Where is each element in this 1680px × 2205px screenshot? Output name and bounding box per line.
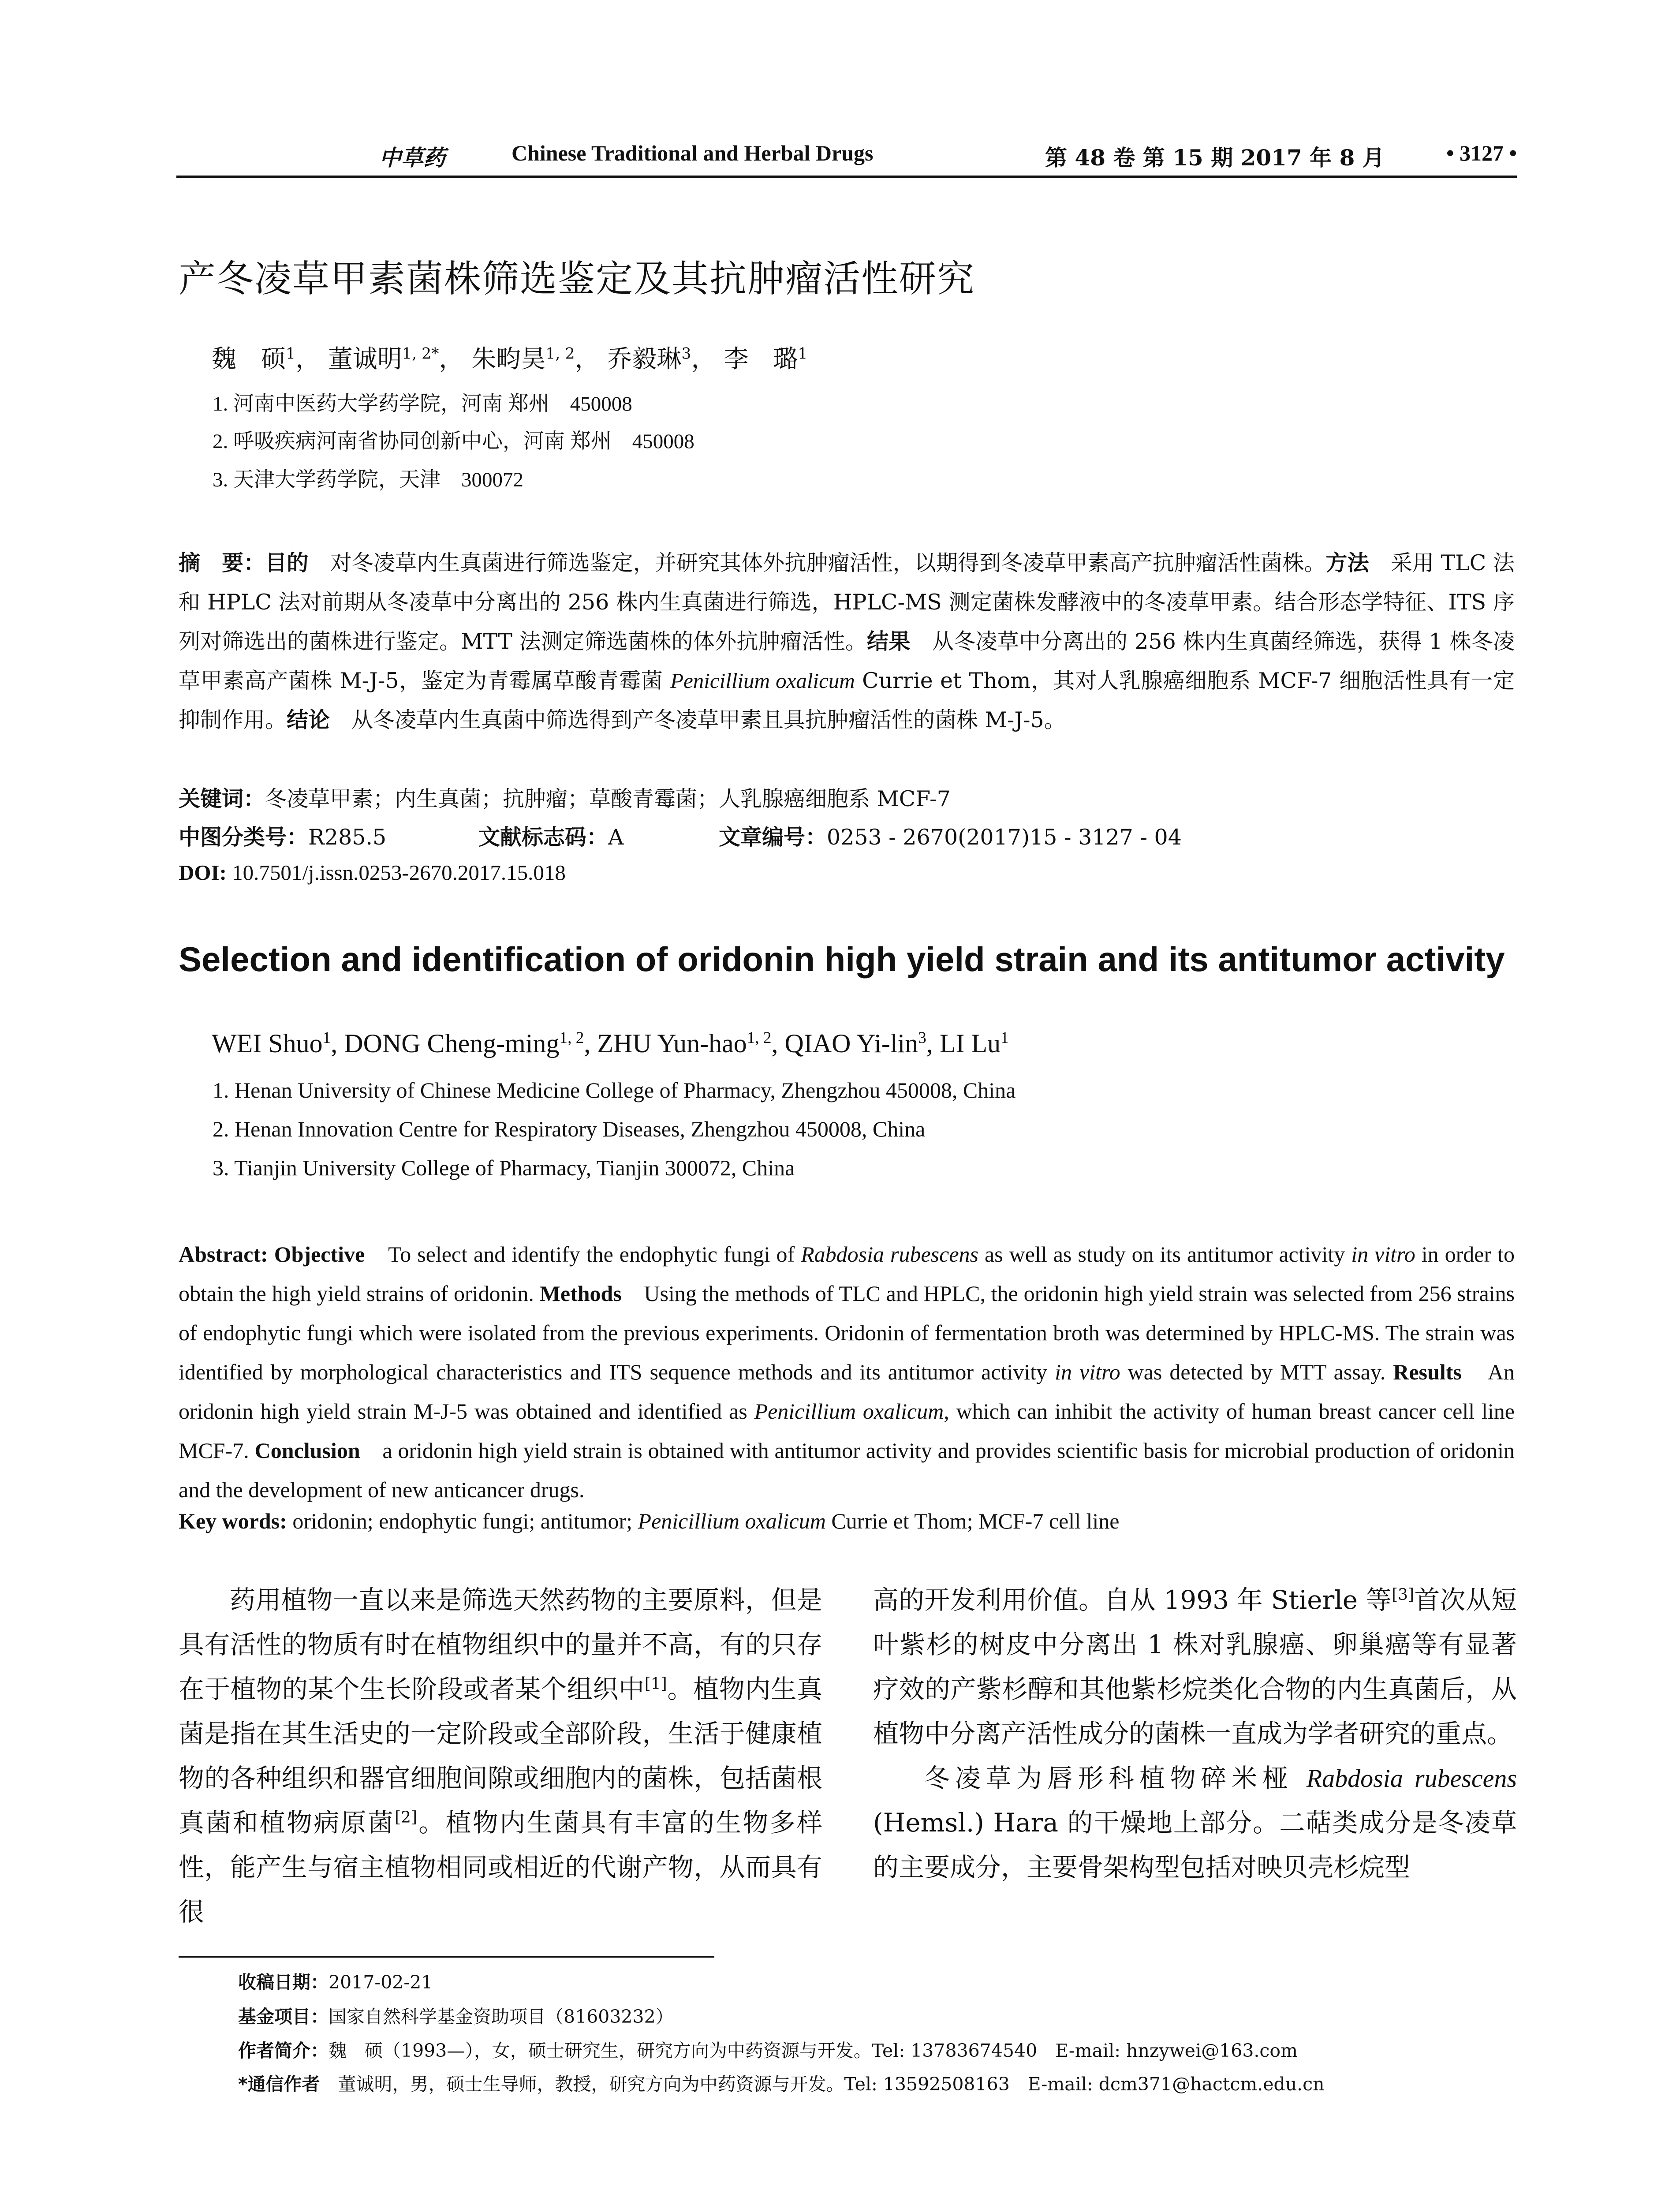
keywords-text: 冬凌草甲素；内生真菌；抗肿瘤；草酸青霉菌；人乳腺癌细胞系 MCF-7 xyxy=(265,786,951,811)
conclusion-label: Conclusion xyxy=(254,1438,360,1463)
article-number xyxy=(719,820,1182,851)
methods-text: 采用 TLC 法和 HPLC 法对前期从冬凌草中分离出的 256 株内生真菌进行筛选，HPLC-MS 测定菌株发酵液中的冬凌草甲素。结合形态学特征、ITS 序列对筛选出的菌株进行鉴定。MTT 法测定筛选菌株的体外抗肿瘤活性。 xyxy=(179,550,1515,654)
cn-affiliation: 3. 天津大学药学院，天津 300072 xyxy=(213,468,523,491)
abstract-label: Abstract: Objective xyxy=(179,1242,365,1267)
author-name: QIAO Yi-lin xyxy=(784,1029,918,1058)
body-paragraph xyxy=(179,1578,822,1934)
clc-value: R285.5 xyxy=(308,825,387,850)
cn-affiliation: 1. 河南中医药大学药学院，河南 郑州 450008 xyxy=(213,392,632,415)
footnote-received xyxy=(238,1968,433,1994)
footnote-label: 基金项目： xyxy=(238,2006,329,2027)
doi-value: 10.7501/j.issn.0253-2670.2017.15.018 xyxy=(226,860,566,885)
journal-name: Chinese Traditional and Herbal Drugs xyxy=(511,141,874,165)
journal-logo: 中草药 xyxy=(379,145,445,171)
citation[interactable]: [1] xyxy=(644,1674,667,1693)
abstract-label: 摘 要： xyxy=(179,550,265,576)
body-text: 高的开发利用价值。自从 1993 年 Stierle 等 xyxy=(873,1585,1392,1615)
en-abstract xyxy=(179,1235,1515,1510)
author-affiliation-mark: 1 xyxy=(1001,1029,1009,1047)
conclusion-label: 结论 xyxy=(287,707,330,733)
header-rule xyxy=(176,176,1517,178)
en-keywords xyxy=(179,1508,1119,1534)
footnote-rule xyxy=(179,1956,714,1958)
cn-abstract xyxy=(179,543,1515,740)
body-column-right xyxy=(873,1578,1517,1890)
en-affiliation: 2. Henan Innovation Centre for Respiratory Diseases, Zhengzhou 450008, China xyxy=(213,1117,926,1141)
in-vitro-term: in vitro xyxy=(1351,1242,1415,1267)
author-affiliation-mark: 3 xyxy=(918,1029,926,1047)
footnote-text: 国家自然科学基金资助项目（81603232） xyxy=(329,2006,674,2027)
en-affiliation: 3. Tianjin University College of Pharmacy, Tianjin 300072, China xyxy=(213,1155,795,1180)
author-name: ZHU Yun-hao xyxy=(597,1029,747,1058)
objective-text: in order to obtain the high yield strains of oridonin. xyxy=(179,1242,1515,1306)
species-name: Penicillium oxalicum xyxy=(754,1399,944,1424)
body-text: 药用植物一直以来是筛选天然药物的主要原料，但是具有活性的物质有时在植物组织中的量并不高，有的只存在于植物的某个生长阶段或者某个组织中 xyxy=(179,1585,822,1704)
objective-label: 目的 xyxy=(265,550,309,576)
author-affiliation-mark: 1 xyxy=(286,345,296,363)
species-name: Rabdosia rubescens xyxy=(801,1242,978,1267)
running-header xyxy=(176,140,1517,176)
body-text: 首次从短叶紫杉的树皮中分离出 1 株对乳腺癌、卵巢癌等有显著疗效的产紫杉醇和其他紫杉烷类化合物的内生真菌后，从植物中分离产活性成分的菌株一直成为学者研究的重点。 xyxy=(873,1585,1517,1749)
results-text: , which can inhibit the activity of human breast cancer cell line MCF-7. xyxy=(179,1399,1515,1463)
methods-text: was detected by MTT assay. xyxy=(1120,1360,1393,1384)
en-authors: WEI Shuo$^1$, DONG Cheng-ming$^{1, 2}$, ZHU Yun-hao$^{1, 2}$, QIAO Yi-lin$^3$, LI Lu$^1$ xyxy=(212,1029,1009,1058)
results-text: 从冬凌草中分离出的 256 株内生真菌经筛选，获得 1 株冬凌草甲素高产菌株 M-J-5，鉴定为青霉属草酸青霉菌 xyxy=(179,629,1515,693)
cn-keywords xyxy=(179,782,951,813)
body-text: (Hemsl.) Hara 的干燥地上部分。二萜类成分是冬凌草的主要成分，主要骨架构型包括对映贝壳杉烷型 xyxy=(873,1808,1517,1882)
article-no-label: 文章编号： xyxy=(719,825,827,850)
author-affiliation-mark: 3 xyxy=(681,345,691,363)
author-affiliation-mark: 1 xyxy=(322,1029,331,1047)
author-name: 乔毅琳 xyxy=(607,345,682,374)
body-text: 。植物内生菌具有丰富的生物多样性，能产生与宿主植物相同或相近的代谢产物，从而具有很 xyxy=(179,1808,822,1927)
body-text: 。植物内生真菌是指在其生活史的一定阶段或全部阶段，生活于健康植物的各种组织和器官细胞间隙或细胞内的菌株，包括菌根真菌和植物病原菌 xyxy=(179,1674,822,1838)
en-affiliation: 1. Henan University of Chinese Medicine College of Pharmacy, Zhengzhou 450008, China xyxy=(213,1078,1016,1102)
methods-text: Using the methods of TLC and HPLC, the oridonin high yield strain was selected from 256 strains of endophytic fungi which were isolated from the previous experiments. Oridonin of fermentation broth was determined by HPLC-MS. The strain was identified by morphological characteristics and ITS sequence methods and its antitumor activity xyxy=(179,1281,1515,1384)
author-affiliation-mark: 1, 2 xyxy=(747,1029,772,1047)
footnote-label: 作者简介： xyxy=(238,2040,329,2061)
results-label: 结果 xyxy=(867,629,911,654)
objective-text: as well as study on its antitumor activity xyxy=(978,1242,1351,1267)
clc-label: 中图分类号： xyxy=(179,825,309,850)
doi-label: DOI: xyxy=(179,860,227,885)
author-affiliation-mark: 1, 2* xyxy=(402,345,439,363)
keywords-text: oridonin; endophytic fungi; antitumor; xyxy=(287,1509,638,1533)
results-text: Currie et Thom，其对人乳腺癌细胞系 MCF-7 细胞活性具有一定抑制作用。 xyxy=(179,668,1515,733)
footnote-text: 董诚明，男，硕士生导师，教授，研究方向为中药资源与开发。Tel: 13592508163 E-mail: dcm371@hactcm.edu.cn xyxy=(320,2074,1325,2095)
body-column-left xyxy=(179,1578,822,1934)
species-name: Penicillium oxalicum xyxy=(638,1509,826,1533)
methods-label: 方法 xyxy=(1325,550,1369,576)
clc-code xyxy=(179,820,386,851)
article-no-value: 0253 - 2670(2017)15 - 3127 - 04 xyxy=(827,825,1182,850)
in-vitro-term: in vitro xyxy=(1055,1360,1120,1384)
objective-text: To select and identify the endophytic fungi of xyxy=(365,1242,801,1267)
doc-code-value: A xyxy=(608,825,624,850)
objective-text: 对冬凌草内生真菌进行筛选鉴定，并研究其体外抗肿瘤活性，以期得到冬凌草甲素高产抗肿瘤活性菌株。 xyxy=(308,550,1326,576)
footnote-label: 收稿日期： xyxy=(238,1972,329,1993)
footnote-text: 2017-02-21 xyxy=(329,1972,433,1993)
keywords-text: Currie et Thom; MCF-7 cell line xyxy=(825,1509,1120,1533)
doc-code-label: 文献标志码： xyxy=(478,825,609,850)
results-text: An oridonin high yield strain M-J-5 was obtained and identified as xyxy=(179,1360,1515,1424)
author-name: 魏 硕 xyxy=(212,345,286,374)
species-name: Penicillium oxalicum xyxy=(670,669,855,693)
author-name: WEI Shuo xyxy=(212,1029,323,1058)
cn-authors: 魏 硕$^1$， 董诚明$^{1, 2*}$， 朱畇昊$^{1, 2}$， 乔毅琳$^3$， 李 璐$^1$ xyxy=(212,345,808,374)
body-paragraph xyxy=(873,1756,1517,1890)
keywords-label: 关键词： xyxy=(179,786,265,811)
citation[interactable]: [3] xyxy=(1392,1585,1414,1604)
footnote-text: 魏 硕（1993—），女，硕士研究生，研究方向为中药资源与开发。Tel: 13783674540 E-mail: hnzywei@163.com xyxy=(329,2040,1298,2061)
conclusion-text: a oridonin high yield strain is obtained with antitumor activity and provides scientific basis for microbial production of oridonin and the development of new anticancer drugs. xyxy=(179,1438,1515,1502)
results-label: Results xyxy=(1393,1360,1462,1384)
author-affiliation-mark: 1, 2 xyxy=(559,1029,584,1047)
journal-issue: 第 48 卷 第 15 期 2017 年 8 月 xyxy=(1045,145,1385,171)
species-name: Rabdosia rubescens xyxy=(1306,1764,1517,1793)
footnote-label: *通信作者 xyxy=(238,2074,320,2095)
author-name: DONG Cheng-ming xyxy=(344,1029,560,1058)
methods-label: Methods xyxy=(539,1281,622,1306)
body-text: 冬凌草为唇形科植物碎米桠 xyxy=(924,1763,1307,1793)
body-paragraph xyxy=(873,1578,1517,1756)
author-name: 朱畇昊 xyxy=(471,345,546,374)
author-affiliation-mark: 1, 2 xyxy=(545,345,575,363)
author-name: 李 璐 xyxy=(724,345,798,374)
page-number: • 3127 • xyxy=(1446,141,1517,165)
keywords-label: Key words: xyxy=(179,1509,287,1533)
author-name: LI Lu xyxy=(939,1029,1001,1058)
footnote-fund xyxy=(238,2002,674,2028)
conclusion-text: 从冬凌草内生真菌中筛选得到产冬凌草甲素且具抗肿瘤活性的菌株 M-J-5。 xyxy=(330,707,1066,733)
doi-line xyxy=(179,860,566,885)
footnote-corresponding-author xyxy=(238,2070,1325,2096)
document-code xyxy=(478,820,623,851)
en-title: Selection and identification of oridonin high yield strain and its antitumor activity xyxy=(179,940,1505,979)
footnote-author xyxy=(238,2036,1298,2062)
author-affiliation-mark: 1 xyxy=(798,345,808,363)
cn-affiliation: 2. 呼吸疾病河南省协同创新中心，河南 郑州 450008 xyxy=(213,430,694,453)
citation[interactable]: [2] xyxy=(395,1808,418,1827)
author-name: 董诚明 xyxy=(328,345,402,374)
cn-title: 产冬凌草甲素菌株筛选鉴定及其抗肿瘤活性研究 xyxy=(179,257,975,300)
